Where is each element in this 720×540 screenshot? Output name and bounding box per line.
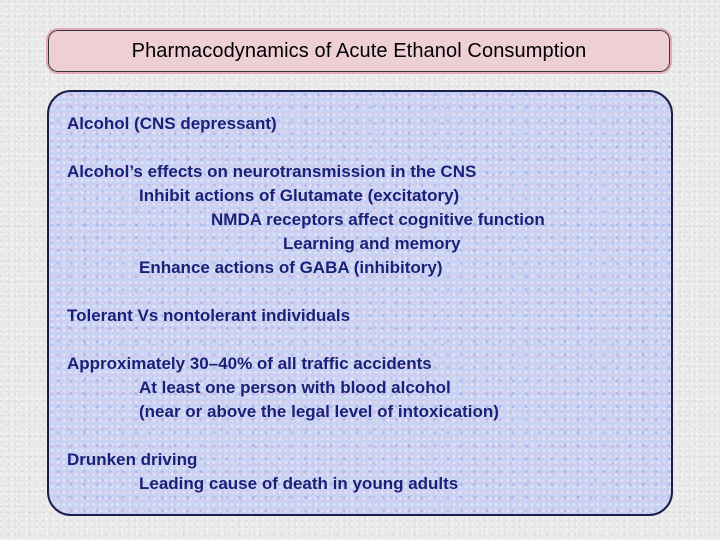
sub-bullet-blood-alcohol: At least one person with blood alcohol — [139, 378, 451, 397]
sub-bullet-learning-memory: Learning and memory — [283, 234, 461, 253]
bullet-alcohol-cns-depressant: Alcohol (CNS depressant) — [67, 114, 277, 133]
bullet-neurotransmission: Alcohol’s effects on neurotransmission in the CNS — [67, 162, 477, 181]
sub-bullet-intoxication-level: (near or above the legal level of intoxication) — [139, 402, 499, 421]
bullet-drunken-driving: Drunken driving — [67, 450, 198, 469]
bullet-tolerant-individuals: Tolerant Vs nontolerant individuals — [67, 306, 351, 325]
sub-bullet-leading-cause: Leading cause of death in young adults — [139, 474, 459, 493]
title-banner — [46, 28, 672, 74]
sub-bullet-gaba: Enhance actions of GABA (inhibitory) — [139, 258, 443, 277]
slide-title: Pharmacodynamics of Acute Ethanol Consumption — [131, 39, 587, 62]
bullet-traffic-accidents: Approximately 30–40% of all traffic accidents — [67, 354, 432, 373]
sub-bullet-nmda: NMDA receptors affect cognitive function — [211, 210, 545, 229]
sub-bullet-glutamate: Inhibit actions of Glutamate (excitatory) — [139, 186, 460, 205]
